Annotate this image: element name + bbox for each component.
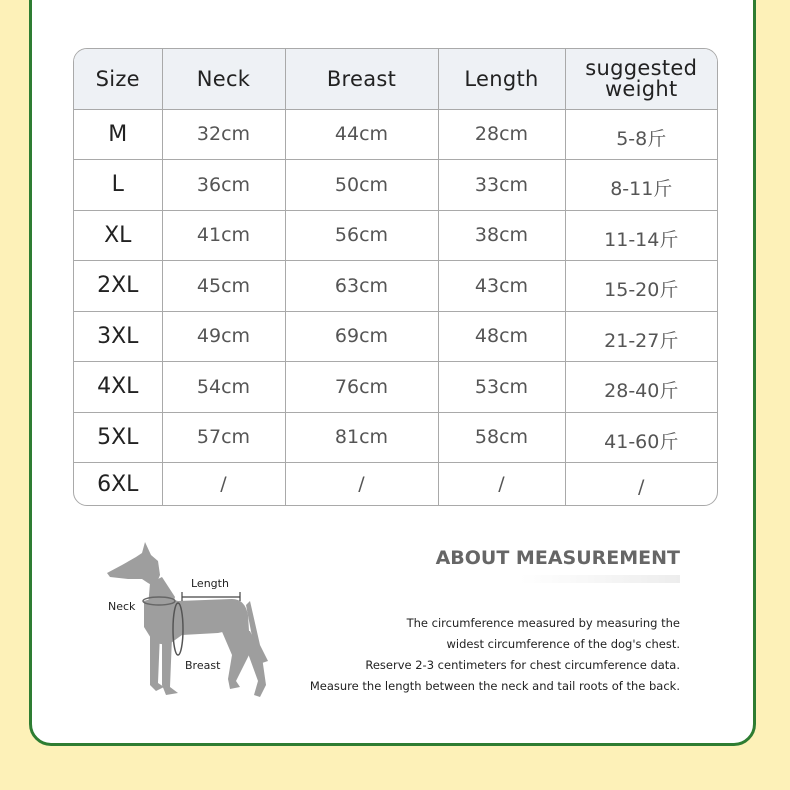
neck-label: Neck [108,600,136,613]
neck-cell: 57cm [162,412,285,463]
breast-cell: 44cm [285,109,438,160]
about-line: The circumference measured by measuring the [406,616,680,630]
length-cell: 43cm [438,261,565,312]
dog-silhouette-icon [100,535,275,705]
weight-cell: 21-27斤 [565,311,717,362]
neck-cell: / [162,463,285,505]
weight-cell: 5-8斤 [565,109,717,160]
header-breast: Breast [285,49,438,109]
size-cell: M [74,109,162,160]
length-cell: 28cm [438,109,565,160]
breast-cell: 76cm [285,362,438,413]
table-row [74,109,717,160]
length-cell: 38cm [438,210,565,261]
neck-cell: 49cm [162,311,285,362]
about-measurement-title: ABOUT MEASUREMENT [435,547,680,569]
header-size: Size [74,49,162,109]
size-cell: 4XL [74,362,162,413]
neck-cell: 41cm [162,210,285,261]
size-cell: 2XL [74,261,162,312]
table-row [74,210,717,261]
size-cell: L [74,160,162,211]
weight-cell: 8-11斤 [565,160,717,211]
breast-label: Breast [185,659,221,672]
table-row [74,412,717,463]
about-line: widest circumference of the dog's chest. [446,637,680,651]
length-cell: 58cm [438,412,565,463]
weight-cell: 15-20斤 [565,261,717,312]
length-cell: 53cm [438,362,565,413]
table-row [74,160,717,211]
neck-cell: 54cm [162,362,285,413]
length-cell: 48cm [438,311,565,362]
breast-cell: 63cm [285,261,438,312]
table-row [74,261,717,312]
table-row [74,311,717,362]
header-neck: Neck [162,49,285,109]
table-row [74,362,717,413]
size-cell: XL [74,210,162,261]
table-header-row [74,49,717,109]
neck-cell: 45cm [162,261,285,312]
size-cell: 3XL [74,311,162,362]
breast-cell: 56cm [285,210,438,261]
about-line: Measure the length between the neck and tail roots of the back. [309,679,680,693]
size-cell: 6XL [74,463,162,505]
header-suggested-weight: suggested weight [565,49,717,109]
breast-cell: / [285,463,438,505]
about-line: Reserve 2-3 centimeters for chest circumference data. [365,658,680,672]
breast-cell: 69cm [285,311,438,362]
length-cell: / [438,463,565,505]
length-label: Length [191,577,229,590]
neck-cell: 36cm [162,160,285,211]
neck-cell: 32cm [162,109,285,160]
weight-cell: / [638,476,645,499]
breast-cell: 81cm [285,412,438,463]
length-cell: 33cm [438,160,565,211]
about-measurement-text [260,613,680,697]
table-row [74,463,717,505]
weight-cell: 28-40斤 [565,362,717,413]
header-length: Length [438,49,565,109]
dog-measurement-diagram [100,535,275,705]
title-shadow [520,575,680,583]
weight-cell: 41-60斤 [565,412,717,463]
breast-cell: 50cm [285,160,438,211]
weight-cell: 11-14斤 [565,210,717,261]
size-cell: 5XL [74,412,162,463]
size-chart-table [73,48,718,506]
